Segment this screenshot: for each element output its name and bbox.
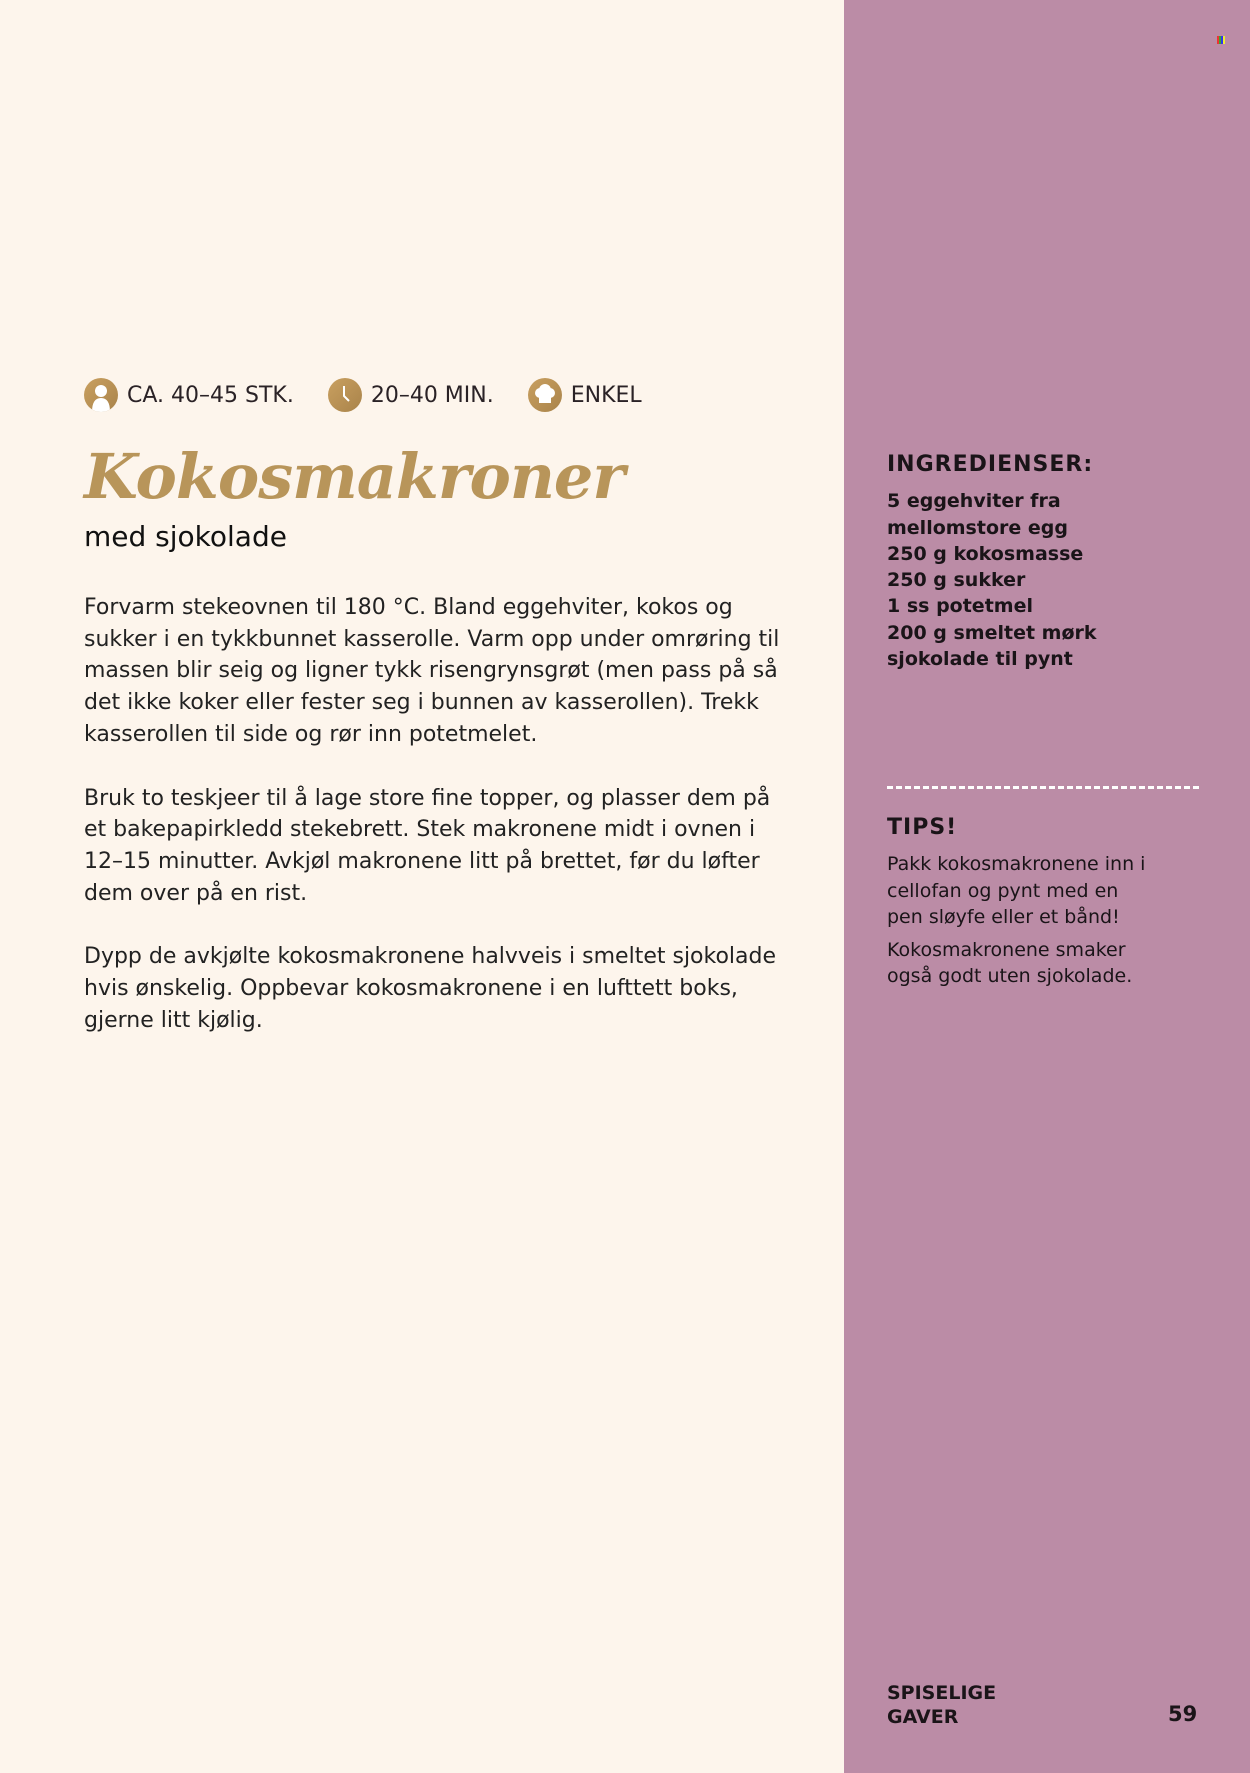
time-text: 20–40 MIN. (370, 382, 494, 408)
tip-paragraph: Pakk kokosmakronene inn i cellofan og pynt med en pen sløyfe eller et bånd! (887, 853, 1146, 928)
time-info (328, 378, 494, 412)
section-label (887, 1681, 996, 1729)
print-color-marker (1217, 36, 1225, 44)
recipe-title: Kokosmakroner (84, 440, 625, 513)
ingredient-item: 250 g kokosmasse (887, 542, 1084, 565)
ingredient-item: mellomstore egg (887, 516, 1068, 539)
ingredient-item: 5 eggehviter fra (887, 490, 1061, 513)
recipe-subtitle: med sjokolade (84, 520, 287, 553)
tip-paragraph: Kokosmakronene smaker også godt uten sjokolade. (887, 939, 1133, 988)
section-label-line: SPISELIGE (887, 1682, 997, 1704)
section-label-line: GAVER (887, 1706, 959, 1728)
dashed-divider (887, 786, 1199, 789)
person-icon (84, 378, 118, 412)
ingredient-item: 1 ss potetmel (887, 595, 1033, 618)
ingredient-item: 250 g sukker (887, 569, 1026, 592)
instruction-paragraph: Bruk to teskjeer til å lage store fine topper, og plasser dem på et bakepapirkledd stekebrett. Stek makronene midt i ovnen i 12–15 minutter. Avkjøl makronene litt på brettet, før du løfter dem over på en rist. (84, 785, 771, 906)
ingredient-item: 200 g smeltet mørk (887, 621, 1097, 644)
ingredients-heading: INGREDIENSER: (887, 452, 1094, 477)
tips-heading: TIPS! (887, 815, 958, 840)
instruction-paragraph: Dypp de avkjølte kokosmakronene halvveis i smeltet sjokolade hvis ønskelig. Oppbevar kokosmakronene i en lufttett boks, gjerne litt kjølig. (84, 944, 777, 1033)
chef-hat-icon (528, 378, 562, 412)
recipe-meta (84, 378, 676, 412)
page-number: 59 (1168, 1702, 1198, 1726)
yield-info (84, 378, 294, 412)
ingredient-item: sjokolade til pynt (887, 648, 1073, 671)
instructions (84, 592, 784, 1068)
tips-section (887, 815, 1147, 997)
clock-icon (328, 378, 362, 412)
yield-text: CA. 40–45 STK. (127, 382, 294, 408)
difficulty-info (528, 378, 642, 412)
difficulty-text: ENKEL (570, 382, 642, 408)
ingredients-section (887, 452, 1097, 672)
instruction-paragraph: Forvarm stekeovnen til 180 °C. Bland eggehviter, kokos og sukker i en tykkbunnet kasserolle. Varm opp under omrøring til massen blir seig og ligner tykk risengrynsgrøt (men pass på så det ikke koker eller fester seg i bunnen av kasserollen). Trekk kasserollen til side og rør inn potetmelet. (84, 595, 780, 747)
